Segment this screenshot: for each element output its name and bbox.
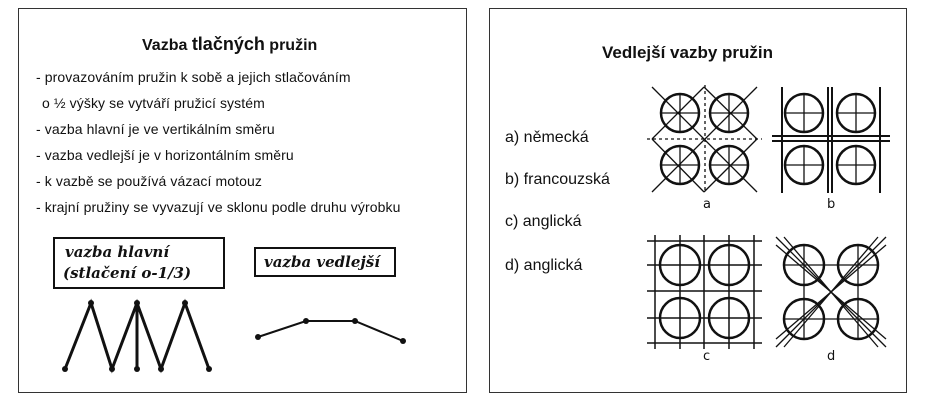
bullet-4: - vazba vedlejší je v horizontálním směru <box>36 147 294 163</box>
diagram-c-english <box>647 235 762 351</box>
left-panel <box>18 8 467 393</box>
side-box-label: vazba vedlejší <box>264 253 380 271</box>
coupling-a: a) německá <box>505 129 589 146</box>
main-box-line-2: (stlačení o-1/3) <box>63 264 192 282</box>
diagram-b-french <box>772 85 890 197</box>
bullet-2: o ½ výšky se vytváří pružicí systém <box>42 95 265 111</box>
label-c: c <box>703 349 711 364</box>
coupling-d: d) anglická <box>505 257 583 274</box>
bullet-1: - provazováním pružin k sobě a jejich stlačováním <box>36 69 351 85</box>
title-part-2: tlačných <box>191 34 265 54</box>
label-b: b <box>827 197 836 212</box>
bullet-6: - krajní pružiny se vyvazují ve sklonu podle druhu výrobku <box>36 199 401 215</box>
label-a: a <box>703 197 711 212</box>
right-panel <box>489 8 907 393</box>
bullet-5: - k vazbě se používá vázací motouz <box>36 173 262 189</box>
diagram-a-german <box>647 85 762 197</box>
side-coupling-line <box>19 9 468 394</box>
label-d: d <box>827 349 836 364</box>
coupling-b: b) francouzská <box>505 171 610 188</box>
title-part-1: Vazba <box>142 37 192 54</box>
right-title: Vedlejší vazby pružin <box>602 43 774 62</box>
diagram-d-english <box>772 235 890 351</box>
coupling-c: c) anglická <box>505 213 582 230</box>
title-part-3: pružin <box>264 37 318 54</box>
main-box-line-1: vazba hlavní <box>65 243 170 261</box>
bullet-3: - vazba hlavní je ve vertikálním směru <box>36 121 275 137</box>
